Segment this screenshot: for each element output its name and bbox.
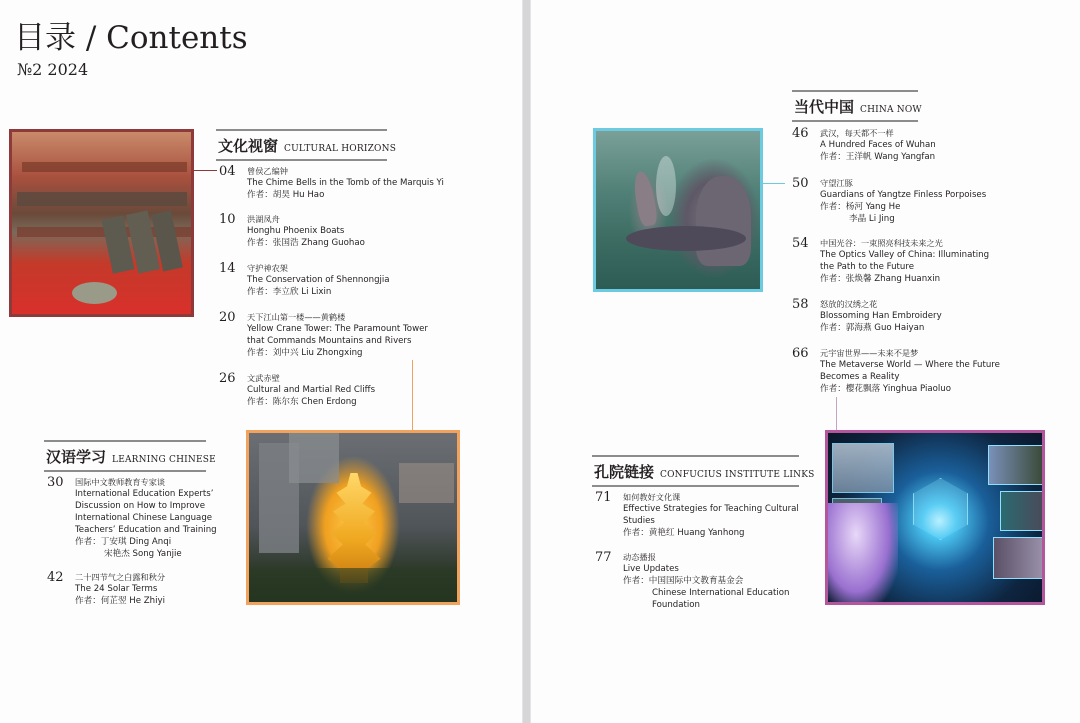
entry-author: 作者：何芷翌 He Zhiyi [75,596,165,606]
section-header-china-now [792,90,922,122]
page-title: 目录 / Contents [14,20,248,56]
entry-title-cn: 曾侯乙编钟 [247,166,288,176]
entry-author: 作者：丁安琪 Ding Anqi [75,537,172,547]
toc-entry[interactable] [792,347,1000,395]
section-title-en: CULTURAL HORIZONS [284,144,397,154]
page-gutter [522,0,531,723]
page-number: 66 [792,346,809,361]
toc-entry[interactable] [219,213,365,249]
section-title-en: LEARNING CHINESE [112,455,216,465]
entry-title-cn: 守护神农架 [247,263,288,273]
entry-author: 作者：樱花飘落 Yinghua Piaoluo [820,384,952,394]
entry-title-cn: 天下江山第一楼——黄鹤楼 [247,312,346,322]
yellow-crane-tower-photo [246,430,460,605]
left-page [0,0,522,723]
toc-entry[interactable] [595,551,789,611]
entry-author: 作者：刘中兴 Liu Zhongxing [247,348,363,358]
toc-entry[interactable] [47,571,165,607]
entry-title-en: Honghu Phoenix Boats [247,226,345,236]
entry-title-en: Blossoming Han Embroidery [820,311,942,321]
entry-author: Foundation [652,600,700,610]
entry-title-en: Effective Strategies for Teaching Cultural [623,504,799,514]
entry-title-cn: 怒放的汉绣之花 [820,299,878,309]
entry-author: 作者：中国国际中文教育基金会 [623,576,744,586]
entry-title-en: Discussion on How to Improve [75,501,206,511]
entry-title-en: Live Updates [623,564,679,574]
page-number: 04 [219,164,236,179]
page-number: 10 [219,212,236,227]
entry-title-en: Teachers’ Education and Training [75,525,217,535]
entry-title-en: Guardians of Yangtze Finless Porpoises [820,190,987,200]
entry-title-en: the Path to the Future [820,262,915,272]
page-number: 46 [792,126,809,141]
page-number: 71 [595,490,612,505]
entry-author: 作者：杨河 Yang He [820,202,901,212]
chime-bells-photo [9,129,194,317]
section-header-cultural-horizons [216,129,397,161]
entry-title-cn: 动态播报 [623,552,656,562]
section-title-cn: 当代中国 [794,98,855,116]
entry-title-en: The Metaverse World — Where the Future [820,360,1000,370]
toc-entry[interactable] [792,298,942,334]
connector-line [412,360,413,430]
page-number: 26 [219,371,236,386]
section-header-confucius-institute-links [592,455,815,487]
entry-title-en: International Chinese Language [75,513,213,523]
toc-entry[interactable] [792,237,989,285]
entry-author: 作者：黄艳红 Huang Yanhong [623,528,745,538]
entry-title-cn: 武汉，每天都不一样 [820,128,894,138]
page-number: 14 [219,261,236,276]
section-header-learning-chinese [44,440,216,472]
entry-title-en: The Optics Valley of China: Illuminating [820,250,990,260]
entry-title-en: The Chime Bells in the Tomb of the Marquis Yi [247,178,444,188]
entry-title-cn: 二十四节气之白露和秋分 [75,572,166,582]
toc-entry[interactable] [47,476,217,560]
connector-line [194,170,217,171]
page-number: 42 [47,570,64,585]
entry-title-en: The 24 Solar Terms [75,584,158,594]
section-title-cn: 文化视窗 [218,137,279,155]
page-number: 50 [792,176,809,191]
entry-title-cn: 守望江豚 [820,178,853,188]
page-number: 54 [792,236,809,251]
entry-title-cn: 洪湖凤舟 [247,214,280,224]
entry-author: 作者：李立欣 Li Lixin [247,287,332,297]
entry-author: 作者：王洋帆 Wang Yangfan [820,152,936,162]
entry-title-en: The Conservation of Shennongjia [247,275,390,285]
entry-author: 李晶 Li Jing [849,214,895,224]
entry-title-cn: 元宇宙世界——未来不是梦 [820,348,919,358]
section-title-en: CONFUCIUS INSTITUTE LINKS [660,470,815,480]
entry-title-en: Yellow Crane Tower: The Paramount Tower [247,324,428,334]
toc-entry[interactable] [595,491,799,539]
entry-title-en: A Hundred Faces of Wuhan [820,140,936,150]
section-title-cn: 汉语学习 [46,448,107,466]
toc-entry[interactable] [219,372,375,408]
entry-author: 宋艳杰 Song Yanjie [104,549,182,559]
entry-author: 作者：胡昊 Hu Hao [247,190,325,200]
toc-entry[interactable] [792,177,986,225]
entry-title-en: International Education Experts’ [75,489,214,499]
toc-entry[interactable] [219,311,428,359]
entry-author: Chinese International Education [652,588,790,598]
section-title-cn: 孔院链接 [594,463,655,481]
toc-entry[interactable] [792,127,936,163]
entry-title-cn: 文武赤壁 [247,373,280,383]
connector-line [836,397,837,430]
entry-author: 作者：张国浩 Zhang Guohao [247,238,365,248]
entry-title-en: that Commands Mountains and Rivers [247,336,412,346]
entry-title-cn: 中国光谷：一束照亮科技未来之光 [820,238,943,248]
page-number: 20 [219,310,236,325]
entry-title-en: Studies [623,516,655,526]
toc-entry[interactable] [219,165,444,201]
entry-title-cn: 如何教好文化课 [623,492,681,502]
section-title-en: CHINA NOW [860,105,922,115]
entry-title-en: Cultural and Martial Red Cliffs [247,385,376,395]
entry-author: 作者：郭海燕 Guo Haiyan [820,323,925,333]
finless-porpoise-photo [593,128,763,292]
connector-line [763,183,785,184]
entry-title-en: Becomes a Reality [820,372,900,382]
page-number: 58 [792,297,809,312]
entry-author: 作者：陈尔东 Chen Erdong [247,397,357,407]
entry-author: 作者：张焕馨 Zhang Huanxin [820,274,941,284]
page-number: 77 [595,550,612,565]
entry-title-cn: 国际中文教师教育专家谈 [75,477,166,487]
toc-entry[interactable] [219,262,390,298]
page-number: 30 [47,475,64,490]
metaverse-photo [825,430,1045,605]
issue-number: №2 2024 [17,60,89,79]
